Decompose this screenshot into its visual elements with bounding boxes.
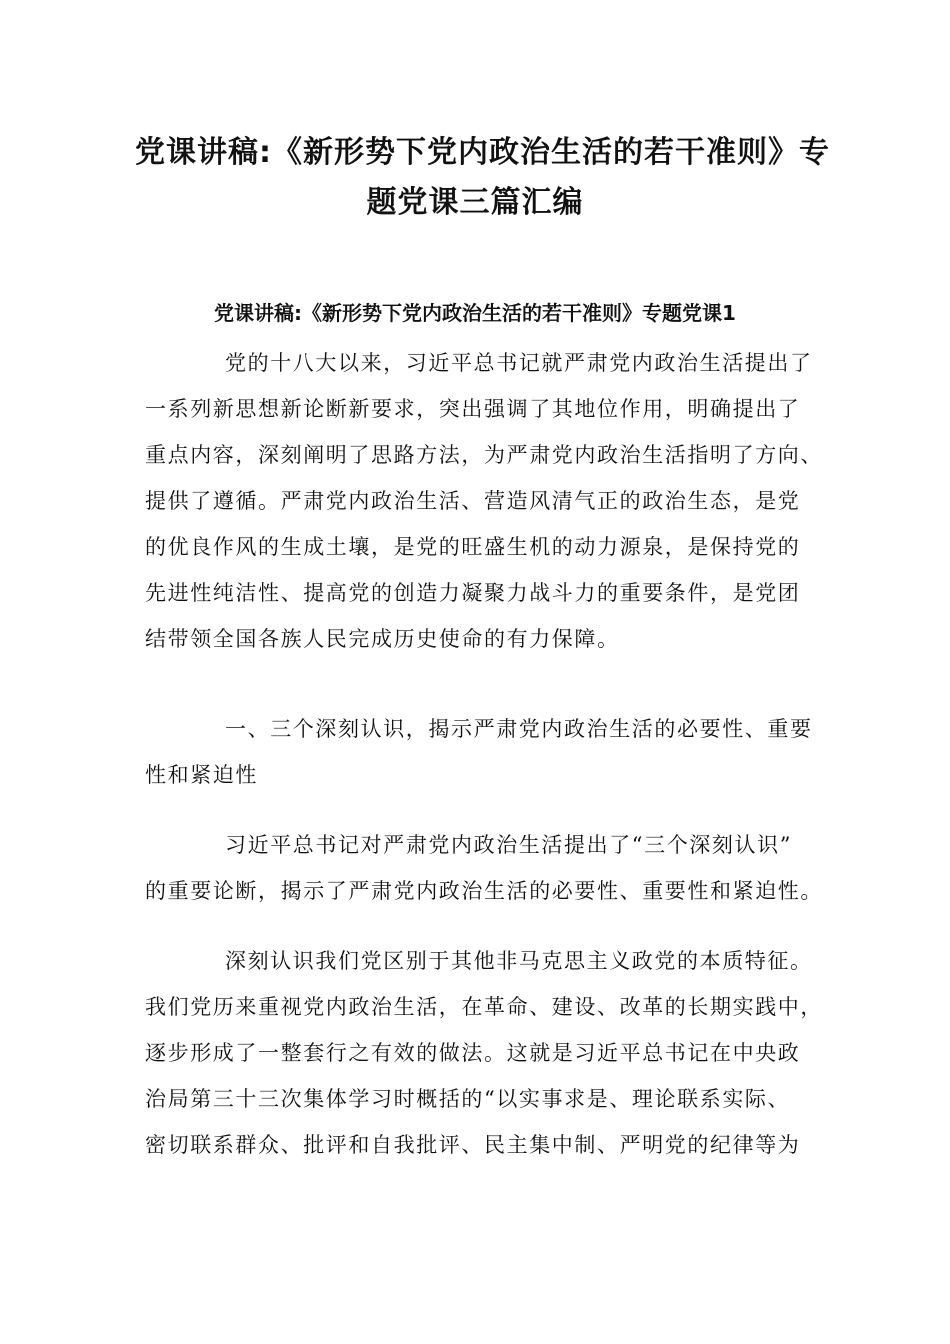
text-line: 一系列新思想新论断新要求，突出强调了其地位作用，明确提出了 bbox=[145, 397, 801, 421]
text-line: 逐步形成了一整套行之有效的做法。这就是习近平总书记在中央政 bbox=[145, 1041, 801, 1065]
text-line: 我们党历来重视党内政治生活，在革命、建设、改革的长期实践中， bbox=[145, 995, 823, 1019]
text-line: 习近平总书记对严肃党内政治生活提出了“三个深刻认识” bbox=[225, 833, 793, 857]
paragraph-heading-one bbox=[145, 706, 813, 798]
text-line: 的重要论断，揭示了严肃党内政治生活的必要性、重要性和紧迫性。 bbox=[145, 879, 823, 903]
text-line: 密切联系群众、批评和自我批评、民主集中制、严明党的纪律等为 bbox=[145, 1133, 801, 1157]
text-line: 的优良作风的生成土壤，是党的旺盛生机的动力源泉，是保持党的 bbox=[145, 535, 801, 559]
document-title-line: 党课讲稿:《新形势下党内政治生活的若干准则》专 bbox=[135, 135, 830, 170]
text-line: 党的十八大以来，习近平总书记就严肃党内政治生活提出了 bbox=[225, 351, 813, 375]
text-line: 治局第三十三次集体学习时概括的“以实事求是、理论联系实际、 bbox=[145, 1087, 791, 1111]
text-line: 重点内容，深刻阐明了思路方法，为严肃党内政治生活指明了方向、 bbox=[145, 443, 823, 467]
text-line: 提供了遵循。严肃党内政治生活、营造风清气正的政治生态，是党 bbox=[145, 489, 801, 513]
text-line: 深刻认识我们党区别于其他非马克思主义政党的本质特征。 bbox=[225, 949, 813, 973]
paragraph-intro bbox=[145, 340, 823, 662]
text-line: 先进性纯洁性、提高党的创造力凝聚力战斗力的重要条件，是党团 bbox=[145, 581, 801, 605]
text-line: 一、三个深刻认识，揭示严肃党内政治生活的必要性、重要 bbox=[225, 717, 813, 741]
text-line: 性和紧迫性 bbox=[145, 763, 258, 787]
paragraph-essential-features bbox=[145, 938, 823, 1168]
document-title bbox=[135, 128, 830, 228]
paragraph-three-recognitions bbox=[145, 822, 823, 914]
text-line: 结带领全国各族人民完成历史使命的有力保障。 bbox=[145, 627, 620, 651]
section-title: 党课讲稿:《新形势下党内政治生活的若干准则》专题党课1 bbox=[214, 301, 736, 325]
document-title-line: 题党课三篇汇编 bbox=[366, 185, 584, 220]
